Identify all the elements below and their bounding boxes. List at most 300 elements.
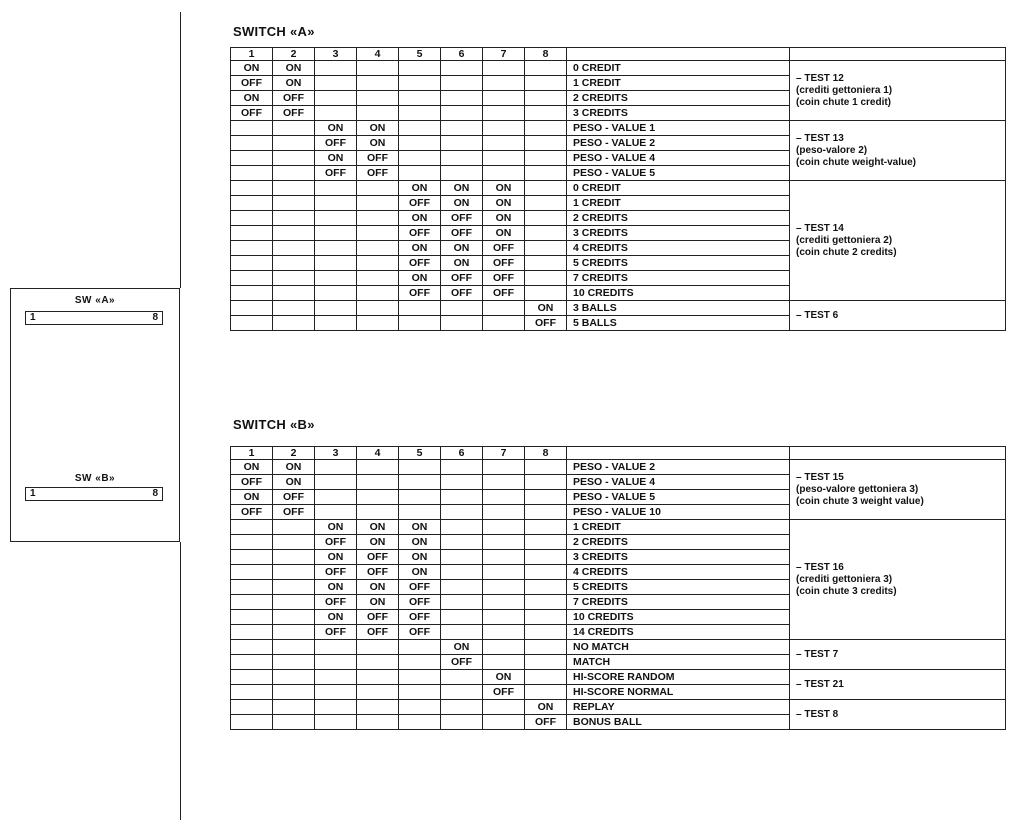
- table-row: [231, 301, 1006, 316]
- switch-2-setting: [273, 520, 315, 535]
- switch-3-setting: [315, 271, 357, 286]
- switch-8-setting: [525, 241, 567, 256]
- switch-3-setting: [315, 76, 357, 91]
- divider-line-top: [180, 12, 181, 288]
- switch-7-setting: [483, 565, 525, 580]
- header-test: [790, 447, 1006, 460]
- switch-5-setting: [399, 640, 441, 655]
- header-switch-2: 2: [273, 48, 315, 61]
- test-title: – TEST 7: [796, 648, 839, 660]
- switch-8-setting: [525, 76, 567, 91]
- switch-7-setting: OFF: [483, 286, 525, 301]
- switch-3-setting: OFF: [315, 565, 357, 580]
- switch-2-setting: [273, 670, 315, 685]
- switch-4-setting: OFF: [357, 151, 399, 166]
- switch-7-setting: [483, 595, 525, 610]
- switch-1-setting: [231, 580, 273, 595]
- switch-2-setting: [273, 700, 315, 715]
- switch-2-setting: [273, 166, 315, 181]
- switch-8-setting: [525, 565, 567, 580]
- switch-8-setting: [525, 181, 567, 196]
- switch-5-setting: [399, 151, 441, 166]
- switch-1-setting: [231, 565, 273, 580]
- switch-5-setting: ON: [399, 565, 441, 580]
- switch-4-setting: [357, 670, 399, 685]
- switch-4-setting: [357, 106, 399, 121]
- switch-3-setting: ON: [315, 610, 357, 625]
- setting-description: 5 BALLS: [567, 316, 790, 331]
- switch-8-setting: [525, 106, 567, 121]
- switch-3-setting: [315, 715, 357, 730]
- switch-2-setting: [273, 226, 315, 241]
- table-row: [231, 670, 1006, 685]
- switch-8-setting: ON: [525, 301, 567, 316]
- switch-8-setting: [525, 625, 567, 640]
- switch-6-setting: OFF: [441, 211, 483, 226]
- sw-a-end: 8: [152, 312, 158, 323]
- test-reference: [790, 640, 1006, 670]
- header-description: [567, 48, 790, 61]
- switch-1-setting: [231, 715, 273, 730]
- switch-7-setting: [483, 106, 525, 121]
- header-switch-5: 5: [399, 447, 441, 460]
- switch-7-setting: [483, 301, 525, 316]
- switch-6-setting: [441, 301, 483, 316]
- switch-1-setting: [231, 256, 273, 271]
- setting-description: 3 CREDITS: [567, 550, 790, 565]
- header-switch-1: 1: [231, 48, 273, 61]
- test-title: – TEST 6: [796, 309, 839, 321]
- switch-2-setting: [273, 610, 315, 625]
- switch-6-setting: [441, 715, 483, 730]
- switch-3-setting: [315, 640, 357, 655]
- switch-1-setting: [231, 166, 273, 181]
- switch-3-setting: [315, 256, 357, 271]
- switch-2-setting: [273, 271, 315, 286]
- switch-2-setting: [273, 256, 315, 271]
- divider-line-bottom: [180, 542, 181, 820]
- test-reference: [790, 520, 1006, 640]
- switch-7-setting: [483, 316, 525, 331]
- switch-6-setting: ON: [441, 196, 483, 211]
- switch-8-setting: [525, 520, 567, 535]
- switch-5-setting: OFF: [399, 256, 441, 271]
- switch-8-setting: [525, 226, 567, 241]
- test-reference: [790, 700, 1006, 730]
- switch-4-setting: OFF: [357, 166, 399, 181]
- header-switch-4: 4: [357, 48, 399, 61]
- switch-7-setting: [483, 655, 525, 670]
- switch-2-setting: OFF: [273, 505, 315, 520]
- switch-2-setting: ON: [273, 76, 315, 91]
- switch-8-setting: [525, 61, 567, 76]
- switch-panel: [10, 288, 180, 542]
- switch-7-setting: [483, 121, 525, 136]
- test-note: (peso-valore 2): [796, 144, 868, 156]
- switch-6-setting: [441, 700, 483, 715]
- switch-1-setting: [231, 685, 273, 700]
- switch-1-setting: OFF: [231, 475, 273, 490]
- switch-1-setting: OFF: [231, 76, 273, 91]
- switch-5-setting: ON: [399, 271, 441, 286]
- header-switch-8: 8: [525, 447, 567, 460]
- switch-1-setting: [231, 316, 273, 331]
- header-description: [567, 447, 790, 460]
- switch-4-setting: [357, 256, 399, 271]
- test-title: – TEST 12: [796, 72, 844, 84]
- switch-4-setting: ON: [357, 580, 399, 595]
- switch-8-setting: [525, 256, 567, 271]
- switch-1-setting: [231, 520, 273, 535]
- test-note: (coin chute 3 weight value): [796, 495, 924, 507]
- switch-4-setting: [357, 700, 399, 715]
- switch-8-setting: [525, 610, 567, 625]
- switch-b-table: [230, 446, 1006, 730]
- switch-7-setting: ON: [483, 181, 525, 196]
- switch-7-setting: [483, 505, 525, 520]
- switch-2-setting: [273, 550, 315, 565]
- switch-1-setting: [231, 136, 273, 151]
- switch-4-setting: [357, 91, 399, 106]
- switch-7-setting: [483, 166, 525, 181]
- switch-2-setting: [273, 196, 315, 211]
- switch-3-setting: [315, 106, 357, 121]
- switch-4-setting: [357, 460, 399, 475]
- switch-5-setting: OFF: [399, 580, 441, 595]
- switch-1-setting: [231, 226, 273, 241]
- sw-b-label: SW «B»: [74, 473, 116, 484]
- switch-7-setting: [483, 640, 525, 655]
- switch-5-setting: [399, 490, 441, 505]
- switch-3-setting: [315, 505, 357, 520]
- switch-3-setting: [315, 685, 357, 700]
- switch-6-setting: [441, 136, 483, 151]
- switch-7-setting: [483, 625, 525, 640]
- switch-3-setting: [315, 211, 357, 226]
- setting-description: 10 CREDITS: [567, 610, 790, 625]
- switch-1-setting: ON: [231, 61, 273, 76]
- switch-2-setting: [273, 535, 315, 550]
- switch-2-setting: [273, 241, 315, 256]
- switch-7-setting: [483, 520, 525, 535]
- setting-description: NO MATCH: [567, 640, 790, 655]
- test-title: – TEST 14: [796, 222, 844, 234]
- switch-6-setting: [441, 670, 483, 685]
- switch-6-setting: [441, 460, 483, 475]
- switch-4-setting: [357, 226, 399, 241]
- setting-description: HI-SCORE NORMAL: [567, 685, 790, 700]
- setting-description: 1 CREDIT: [567, 196, 790, 211]
- switch-4-setting: [357, 286, 399, 301]
- switch-4-setting: [357, 61, 399, 76]
- table-row: [231, 121, 1006, 136]
- switch-2-setting: [273, 151, 315, 166]
- setting-description: 0 CREDIT: [567, 61, 790, 76]
- switch-8-setting: [525, 271, 567, 286]
- setting-description: 4 CREDITS: [567, 241, 790, 256]
- switch-4-setting: ON: [357, 121, 399, 136]
- header-switch-3: 3: [315, 48, 357, 61]
- switch-8-setting: [525, 670, 567, 685]
- switch-6-setting: [441, 550, 483, 565]
- setting-description: 10 CREDITS: [567, 286, 790, 301]
- switch-5-setting: [399, 685, 441, 700]
- setting-description: 14 CREDITS: [567, 625, 790, 640]
- switch-7-setting: [483, 550, 525, 565]
- switch-5-setting: [399, 700, 441, 715]
- switch-8-setting: [525, 196, 567, 211]
- switch-2-setting: [273, 121, 315, 136]
- switch-3-setting: [315, 241, 357, 256]
- sw-b-dip-switch: [25, 487, 163, 501]
- setting-description: PESO - VALUE 4: [567, 151, 790, 166]
- switch-7-setting: ON: [483, 670, 525, 685]
- switch-6-setting: [441, 316, 483, 331]
- header-switch-5: 5: [399, 48, 441, 61]
- test-note: (crediti gettoniera 1): [796, 84, 893, 96]
- switch-7-setting: [483, 490, 525, 505]
- switch-3-setting: ON: [315, 580, 357, 595]
- switch-6-setting: [441, 595, 483, 610]
- setting-description: 1 CREDIT: [567, 520, 790, 535]
- switch-1-setting: [231, 241, 273, 256]
- switch-8-setting: ON: [525, 700, 567, 715]
- switch-3-setting: ON: [315, 121, 357, 136]
- test-reference: [790, 301, 1006, 331]
- switch-4-setting: [357, 685, 399, 700]
- switch-6-setting: [441, 91, 483, 106]
- switch-4-setting: OFF: [357, 565, 399, 580]
- switch-5-setting: OFF: [399, 196, 441, 211]
- switch-8-setting: [525, 136, 567, 151]
- switch-7-setting: ON: [483, 196, 525, 211]
- test-reference: [790, 181, 1006, 301]
- switch-7-setting: [483, 580, 525, 595]
- switch-6-setting: [441, 475, 483, 490]
- switch-8-setting: [525, 655, 567, 670]
- switch-4-setting: [357, 316, 399, 331]
- test-reference: [790, 460, 1006, 520]
- switch-4-setting: [357, 196, 399, 211]
- switch-2-setting: [273, 640, 315, 655]
- switch-6-setting: OFF: [441, 655, 483, 670]
- test-reference: [790, 121, 1006, 181]
- switch-5-setting: ON: [399, 211, 441, 226]
- switch-5-setting: [399, 301, 441, 316]
- switch-1-setting: [231, 640, 273, 655]
- switch-1-setting: [231, 301, 273, 316]
- header-switch-4: 4: [357, 447, 399, 460]
- setting-description: 5 CREDITS: [567, 580, 790, 595]
- setting-description: 3 BALLS: [567, 301, 790, 316]
- switch-4-setting: [357, 301, 399, 316]
- switch-1-setting: [231, 211, 273, 226]
- header-test: [790, 48, 1006, 61]
- switch-8-setting: [525, 550, 567, 565]
- switch-8-setting: [525, 166, 567, 181]
- switch-7-setting: [483, 136, 525, 151]
- switch-6-setting: [441, 565, 483, 580]
- switch-3-setting: [315, 91, 357, 106]
- switch-2-setting: OFF: [273, 91, 315, 106]
- test-note: (coin chute 3 credits): [796, 585, 897, 597]
- switch-4-setting: OFF: [357, 550, 399, 565]
- switch-6-setting: [441, 505, 483, 520]
- switch-1-setting: [231, 286, 273, 301]
- switch-5-setting: ON: [399, 241, 441, 256]
- switch-7-setting: [483, 151, 525, 166]
- switch-3-setting: OFF: [315, 625, 357, 640]
- setting-description: 7 CREDITS: [567, 271, 790, 286]
- switch-7-setting: ON: [483, 226, 525, 241]
- switch-3-setting: [315, 700, 357, 715]
- switch-5-setting: ON: [399, 535, 441, 550]
- switch-2-setting: [273, 580, 315, 595]
- switch-5-setting: ON: [399, 181, 441, 196]
- switch-5-setting: [399, 655, 441, 670]
- setting-description: PESO - VALUE 2: [567, 460, 790, 475]
- switch-5-setting: [399, 316, 441, 331]
- switch-6-setting: [441, 610, 483, 625]
- switch-1-setting: [231, 121, 273, 136]
- table-row: [231, 520, 1006, 535]
- switch-7-setting: [483, 610, 525, 625]
- setting-description: 2 CREDITS: [567, 535, 790, 550]
- switch-3-setting: OFF: [315, 136, 357, 151]
- switch-6-setting: ON: [441, 256, 483, 271]
- switch-8-setting: [525, 460, 567, 475]
- switch-5-setting: [399, 670, 441, 685]
- header-switch-3: 3: [315, 447, 357, 460]
- switch-1-setting: [231, 196, 273, 211]
- setting-description: PESO - VALUE 4: [567, 475, 790, 490]
- switch-6-setting: ON: [441, 640, 483, 655]
- table-row: [231, 181, 1006, 196]
- switch-2-setting: [273, 211, 315, 226]
- switch-2-setting: ON: [273, 475, 315, 490]
- switch-8-setting: [525, 595, 567, 610]
- switch-8-setting: [525, 490, 567, 505]
- switch-4-setting: ON: [357, 535, 399, 550]
- switch-7-setting: [483, 475, 525, 490]
- switch-2-setting: [273, 565, 315, 580]
- test-note: (crediti gettoniera 3): [796, 573, 893, 585]
- switch-6-setting: [441, 166, 483, 181]
- switch-8-setting: [525, 475, 567, 490]
- switch-4-setting: [357, 76, 399, 91]
- switch-3-setting: [315, 226, 357, 241]
- switch-4-setting: [357, 271, 399, 286]
- switch-3-setting: [315, 286, 357, 301]
- header-switch-2: 2: [273, 447, 315, 460]
- switch-5-setting: [399, 76, 441, 91]
- test-title: – TEST 8: [796, 708, 839, 720]
- switch-4-setting: OFF: [357, 625, 399, 640]
- header-row: [231, 48, 1006, 61]
- switch-2-setting: [273, 181, 315, 196]
- test-note: (crediti gettoniera 2): [796, 234, 893, 246]
- switch-3-setting: OFF: [315, 166, 357, 181]
- setting-description: 7 CREDITS: [567, 595, 790, 610]
- switch-7-setting: OFF: [483, 271, 525, 286]
- switch-4-setting: ON: [357, 595, 399, 610]
- switch-6-setting: [441, 685, 483, 700]
- switch-6-setting: [441, 520, 483, 535]
- switch-1-setting: ON: [231, 490, 273, 505]
- test-note: (coin chute weight-value): [796, 156, 917, 168]
- switch-4-setting: ON: [357, 520, 399, 535]
- switch-1-setting: [231, 700, 273, 715]
- switch-5-setting: OFF: [399, 286, 441, 301]
- switch-8-setting: [525, 151, 567, 166]
- test-title: – TEST 16: [796, 561, 844, 573]
- switch-5-setting: OFF: [399, 625, 441, 640]
- switch-7-setting: OFF: [483, 256, 525, 271]
- switch-1-setting: [231, 151, 273, 166]
- setting-description: PESO - VALUE 10: [567, 505, 790, 520]
- switch-6-setting: [441, 76, 483, 91]
- switch-3-setting: ON: [315, 550, 357, 565]
- setting-description: 3 CREDITS: [567, 226, 790, 241]
- switch-2-setting: [273, 595, 315, 610]
- switch-4-setting: [357, 475, 399, 490]
- switch-1-setting: ON: [231, 91, 273, 106]
- switch-4-setting: [357, 181, 399, 196]
- switch-6-setting: ON: [441, 181, 483, 196]
- switch-1-setting: [231, 610, 273, 625]
- switch-2-setting: ON: [273, 460, 315, 475]
- switch-1-setting: [231, 655, 273, 670]
- switch-5-setting: [399, 136, 441, 151]
- setting-description: 2 CREDITS: [567, 211, 790, 226]
- switch-6-setting: OFF: [441, 226, 483, 241]
- switch-6-setting: [441, 106, 483, 121]
- header-switch-6: 6: [441, 447, 483, 460]
- switch-5-setting: [399, 460, 441, 475]
- test-title: – TEST 15: [796, 471, 844, 483]
- switch-3-setting: [315, 490, 357, 505]
- switch-1-setting: OFF: [231, 505, 273, 520]
- switch-3-setting: [315, 475, 357, 490]
- test-note: (coin chute 2 credits): [796, 246, 897, 258]
- switch-1-setting: [231, 271, 273, 286]
- setting-description: HI-SCORE RANDOM: [567, 670, 790, 685]
- switch-7-setting: OFF: [483, 241, 525, 256]
- switch-6-setting: ON: [441, 241, 483, 256]
- switch-5-setting: OFF: [399, 610, 441, 625]
- table-row: [231, 61, 1006, 76]
- switch-5-setting: [399, 61, 441, 76]
- switch-2-setting: [273, 136, 315, 151]
- switch-5-setting: [399, 91, 441, 106]
- switch-1-setting: [231, 595, 273, 610]
- switch-4-setting: [357, 505, 399, 520]
- switch-4-setting: [357, 715, 399, 730]
- switch-a-title: SWITCH «A»: [233, 24, 315, 39]
- switch-3-setting: [315, 460, 357, 475]
- switch-8-setting: [525, 580, 567, 595]
- switch-8-setting: OFF: [525, 715, 567, 730]
- setting-description: 1 CREDIT: [567, 76, 790, 91]
- test-note: (coin chute 1 credit): [796, 96, 892, 108]
- setting-description: 3 CREDITS: [567, 106, 790, 121]
- switch-5-setting: ON: [399, 550, 441, 565]
- switch-8-setting: [525, 121, 567, 136]
- switch-3-setting: OFF: [315, 595, 357, 610]
- sw-a-dip-switch: [25, 311, 163, 325]
- sw-b-end: 8: [152, 488, 158, 499]
- switch-4-setting: ON: [357, 136, 399, 151]
